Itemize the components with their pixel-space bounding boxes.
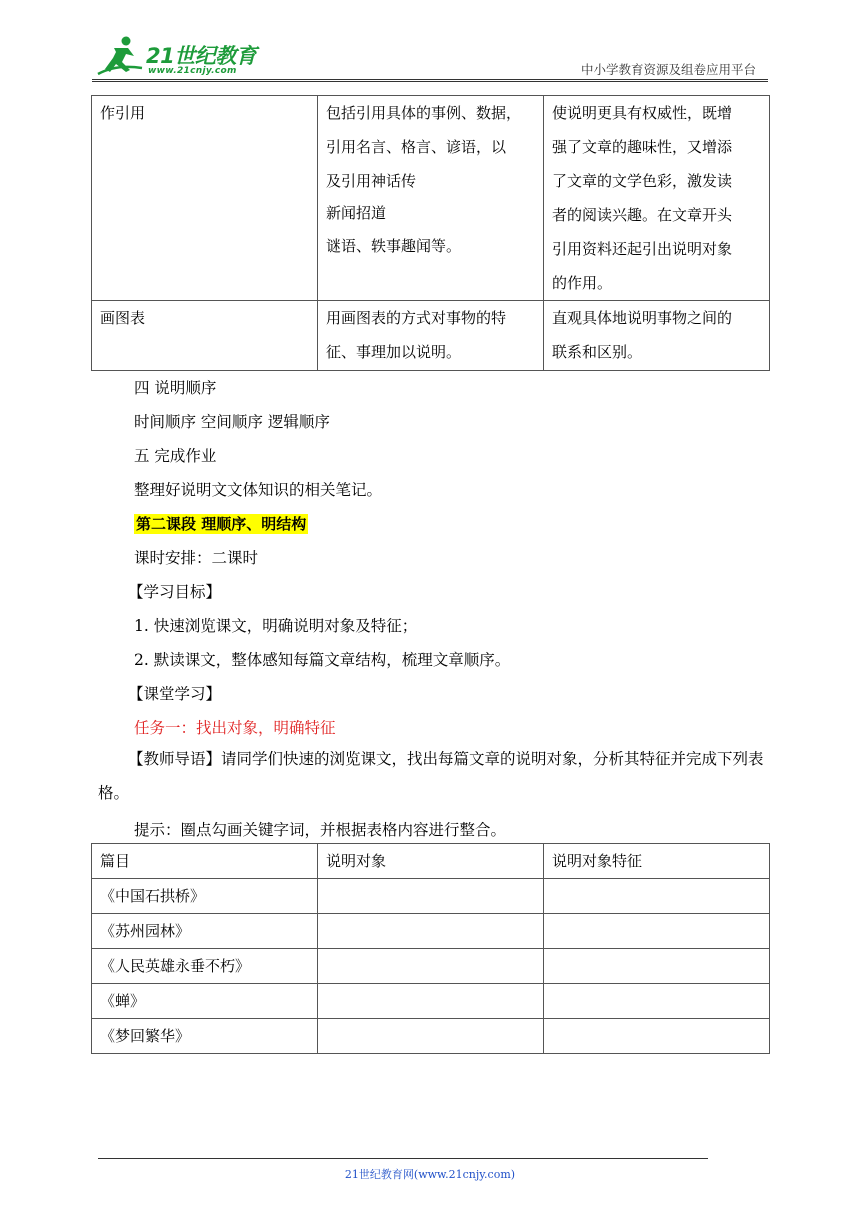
header-divider — [92, 81, 768, 82]
effect-cell — [544, 96, 770, 301]
class-heading: 【课堂学习】 — [128, 685, 222, 703]
table-header-row — [92, 844, 770, 879]
lesson-title-highlight: 第二课段 理顺序、明结构 — [136, 515, 307, 533]
effect-line: 直观具体地说明事物之间的 — [552, 309, 733, 327]
table-row — [92, 949, 770, 984]
table-row — [92, 1019, 770, 1054]
header-divider — [92, 79, 768, 80]
section-heading: 五 完成作业 — [134, 447, 217, 465]
table-row — [92, 879, 770, 914]
method-name: 作引用 — [100, 104, 146, 122]
table-row — [92, 96, 770, 301]
methods-table — [91, 95, 770, 371]
lesson-title — [134, 514, 308, 534]
blank-cell[interactable] — [318, 1019, 544, 1054]
runner-logo-icon — [96, 34, 146, 78]
effect-line: 强了文章的趣味性，又增添 — [552, 138, 733, 156]
method-cell — [92, 301, 318, 371]
logo-title: 21世纪教育 — [146, 44, 257, 68]
content-line: 及引用神话传 — [326, 172, 417, 190]
fill-in-table — [91, 843, 770, 1054]
content-line: 谜语、轶事趣闻等。 — [326, 237, 462, 255]
effect-line: 的作用。 — [552, 274, 613, 292]
method-cell — [92, 96, 318, 301]
effect-cell — [544, 301, 770, 371]
header-cell: 说明对象 — [318, 844, 544, 879]
goals-heading: 【学习目标】 — [128, 583, 222, 601]
content-cell — [318, 301, 544, 371]
content-line: 包括引用具体的事例、数据， — [326, 104, 522, 122]
logo-url: www.21cnjy.com — [148, 66, 237, 76]
page-header — [0, 0, 860, 80]
effect-line: 引用资料还起引出说明对象 — [552, 240, 733, 258]
blank-cell[interactable] — [318, 914, 544, 949]
article-title-cell: 《苏州园林》 — [92, 914, 318, 949]
effect-line: 了文章的文学色彩，激发读 — [552, 172, 733, 190]
table-row — [92, 914, 770, 949]
content-cell — [318, 96, 544, 301]
effect-line: 联系和区别。 — [552, 343, 643, 361]
effect-line: 使说明更具有权威性，既增 — [552, 104, 733, 122]
site-logo[interactable] — [96, 34, 266, 78]
blank-cell[interactable] — [544, 914, 770, 949]
content-line: 新闻招道 — [326, 204, 387, 222]
hint-text: 提示：圈点勾画关键字词，并根据表格内容进行整合。 — [134, 821, 507, 839]
goal-item: 1. 快速浏览课文，明确说明对象及特征； — [134, 617, 418, 635]
teacher-guide: 【教师导语】请同学们快速的浏览课文，找出每篇文章的说明对象，分析其特征并完成下列表格。 — [98, 750, 764, 802]
blank-cell[interactable] — [544, 984, 770, 1019]
table-row — [92, 301, 770, 371]
blank-cell[interactable] — [318, 984, 544, 1019]
blank-cell[interactable] — [544, 1019, 770, 1054]
header-cell: 说明对象特征 — [544, 844, 770, 879]
task-title: 任务一：找出对象，明确特征 — [134, 719, 336, 737]
section-heading: 四 说明顺序 — [134, 379, 217, 397]
content-line: 引用名言、格言、谚语，以 — [326, 138, 507, 156]
blank-cell[interactable] — [544, 879, 770, 914]
article-title-cell: 《中国石拱桥》 — [92, 879, 318, 914]
article-title-cell: 《人民英雄永垂不朽》 — [92, 949, 318, 984]
blank-cell[interactable] — [318, 949, 544, 984]
goal-item: 2. 默读课文，整体感知每篇文章结构，梳理文章顺序。 — [134, 651, 511, 669]
blank-cell[interactable] — [544, 949, 770, 984]
content-line: 征、事理加以说明。 — [326, 343, 462, 361]
table-row — [92, 984, 770, 1019]
footer-link[interactable]: 21世纪教育网(www.21cnjy.com) — [344, 1168, 516, 1181]
content-line: 用画图表的方式对事物的特 — [326, 309, 507, 327]
article-title-cell: 《蝉》 — [92, 984, 318, 1019]
blank-cell[interactable] — [318, 879, 544, 914]
method-name: 画图表 — [100, 309, 146, 327]
footer-divider — [98, 1158, 708, 1159]
schedule-text: 课时安排：二课时 — [134, 549, 259, 567]
header-cell: 篇目 — [92, 844, 318, 879]
effect-line: 者的阅读兴趣。在文章开头 — [552, 206, 733, 224]
section-text: 时间顺序 空间顺序 逻辑顺序 — [134, 413, 330, 431]
article-title-cell: 《梦回繁华》 — [92, 1019, 318, 1054]
section-text: 整理好说明文文体知识的相关笔记。 — [134, 481, 383, 499]
platform-name: 中小学教育资源及组卷应用平台 — [580, 62, 756, 77]
